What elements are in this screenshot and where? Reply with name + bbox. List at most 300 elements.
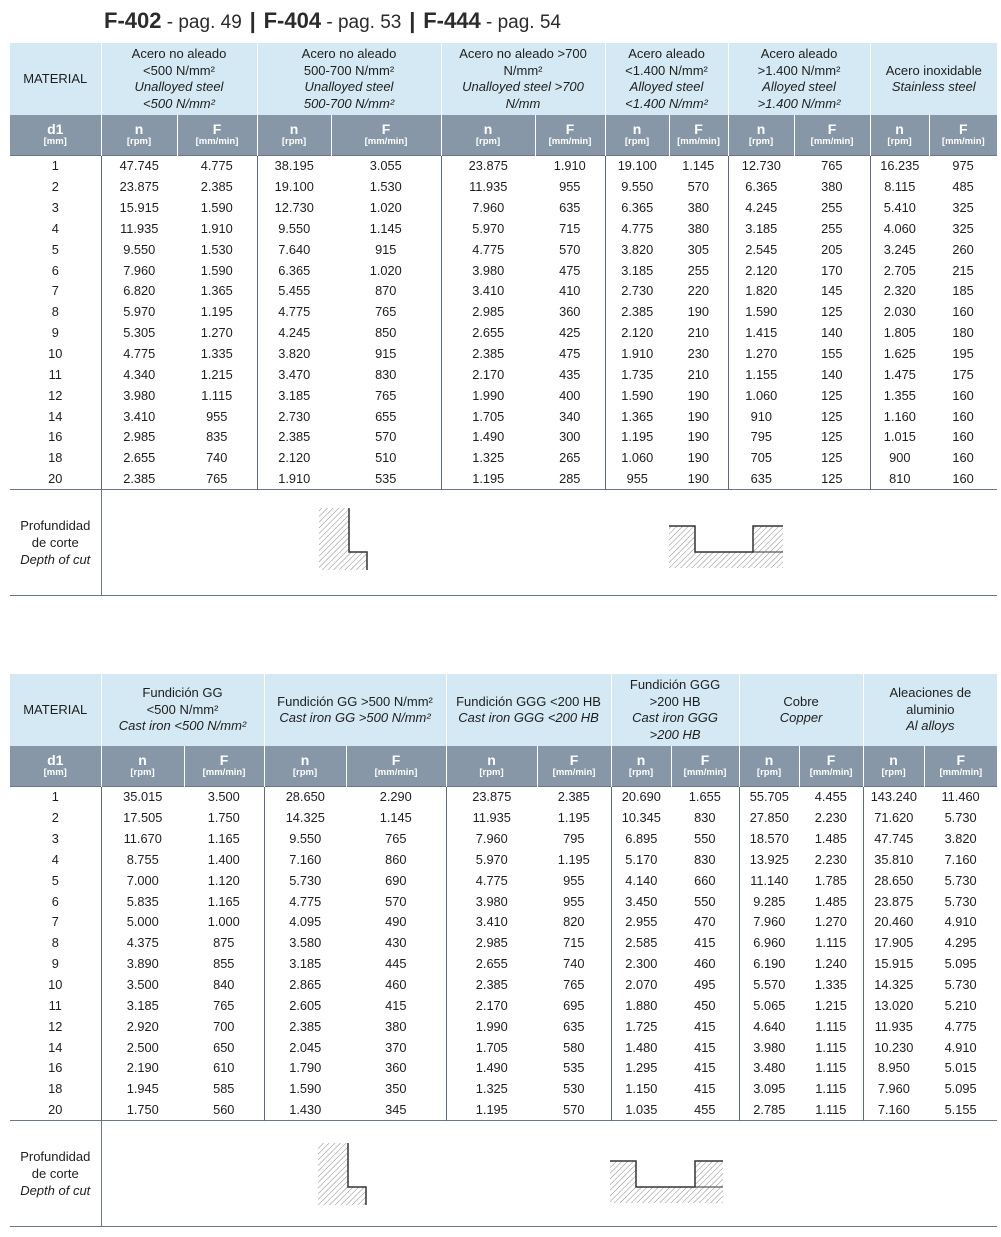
n-cell: 19.100	[274, 179, 314, 195]
f-cell: 190	[669, 447, 728, 468]
n-cell: 1.590	[289, 1081, 322, 1097]
material-group-header: Acero aleado >1.400 N/mm² Alloyed steel >1.400 N/mm²	[728, 43, 870, 115]
f-cell: 570	[669, 176, 728, 197]
f-cell: 155	[794, 343, 870, 364]
f-header: F [mm/min]	[537, 746, 611, 786]
n-cell: 5.970	[472, 220, 505, 236]
f-cell: 695	[537, 995, 611, 1016]
n-cell: 4.775	[289, 893, 322, 909]
material-group-header: Fundición GGG <200 HB Cast iron GGG <200 HB	[446, 674, 611, 746]
table-row	[10, 974, 997, 995]
depth-of-cut-row	[10, 1121, 997, 1227]
shoulder-milling-diagram	[319, 508, 367, 570]
d1-header: d1 [mm]	[10, 746, 101, 786]
n-cell: 7.960	[123, 262, 156, 278]
n-header: n [rpm]	[441, 115, 535, 155]
n-cell: 3.185	[278, 387, 311, 403]
n-cell: 1.625	[883, 346, 916, 362]
f-cell: 1.240	[799, 953, 863, 974]
n-cell: 35.810	[874, 851, 914, 867]
d1-cell: 20	[10, 1099, 101, 1120]
f-cell: 475	[535, 343, 605, 364]
n-cell: 14.325	[285, 810, 325, 826]
n-cell: 2.955	[625, 914, 658, 930]
n-cell: 11.670	[123, 831, 162, 847]
f-cell: 205	[794, 239, 870, 260]
f-cell: 1.115	[799, 1016, 863, 1037]
f-cell: 580	[537, 1037, 611, 1058]
f-cell: 210	[669, 322, 728, 343]
n-cell: 7.160	[877, 1102, 910, 1118]
f-cell: 255	[794, 218, 870, 239]
n-cell: 6.365	[745, 179, 778, 195]
n-cell: 12.730	[728, 155, 794, 176]
n-cell: 2.655	[123, 450, 156, 466]
n-header: n [rpm]	[257, 115, 331, 155]
n-cell: 5.000	[126, 914, 159, 930]
f-cell: 125	[794, 301, 870, 322]
d1-cell: 1	[10, 155, 101, 176]
table-row	[10, 426, 997, 447]
f-cell: 530	[537, 1078, 611, 1099]
d1-cell: 7	[10, 281, 101, 302]
n-cell: 2.045	[289, 1039, 322, 1055]
n-cell: 5.410	[883, 200, 916, 216]
d1-cell: 16	[10, 1057, 101, 1078]
f-cell: 510	[331, 447, 441, 468]
f-cell: 875	[184, 932, 264, 953]
n-cell: 4.775	[621, 220, 654, 236]
f-cell: 125	[794, 468, 870, 489]
n-header: n [rpm]	[101, 746, 184, 786]
f-cell: 585	[184, 1078, 264, 1099]
f-cell: 5.155	[944, 1102, 977, 1118]
n-cell: 9.285	[753, 893, 786, 909]
n-cell: 3.500	[126, 977, 159, 993]
n-cell: 635	[750, 471, 772, 487]
f-header: F [mm/min]	[929, 115, 997, 155]
f-cell: 1.020	[331, 197, 441, 218]
table-row	[10, 468, 997, 489]
f-cell: 160	[952, 429, 974, 445]
f-cell: 2.290	[346, 786, 446, 807]
f-cell: 1.400	[184, 849, 264, 870]
d1-cell: 6	[10, 260, 101, 281]
d1-cell: 10	[10, 974, 101, 995]
n-cell: 2.030	[883, 304, 916, 320]
n-cell: 23.875	[874, 893, 914, 909]
n-cell: 23.875	[119, 179, 159, 195]
slot-milling-diagram	[610, 1161, 723, 1203]
f-header: F [mm/min]	[924, 746, 997, 786]
table-row	[10, 807, 997, 828]
n-cell: 3.185	[745, 220, 778, 236]
n-cell: 15.915	[119, 200, 159, 216]
n-cell: 3.410	[475, 914, 508, 930]
n-cell: 4.340	[123, 366, 156, 382]
n-cell: 4.775	[472, 241, 505, 257]
n-cell: 8.115	[884, 179, 916, 195]
f-cell: 425	[535, 322, 605, 343]
f-cell: 740	[177, 447, 257, 468]
f-cell: 1.750	[184, 807, 264, 828]
n-cell: 6.190	[753, 956, 786, 972]
d1-cell: 18	[10, 1078, 101, 1099]
f-cell: 125	[794, 406, 870, 427]
f-cell: 1.195	[177, 301, 257, 322]
f-cell: 190	[669, 468, 728, 489]
material-group-header: Cobre Copper	[739, 674, 863, 746]
depth-of-cut-row	[10, 490, 997, 596]
f-cell: 415	[671, 932, 739, 953]
f-cell: 5.095	[944, 956, 977, 972]
f-cell: 1.590	[177, 260, 257, 281]
f-cell: 1.165	[184, 891, 264, 912]
n-header: n [rpm]	[101, 115, 177, 155]
f-cell: 1.165	[184, 828, 264, 849]
n-cell: 47.745	[874, 831, 914, 847]
n-cell: 27.850	[749, 810, 789, 826]
table-row	[10, 1057, 997, 1078]
n-cell: 2.320	[883, 283, 916, 299]
n-header: n [rpm]	[728, 115, 794, 155]
n-cell: 1.990	[472, 387, 505, 403]
units-header-row	[10, 746, 997, 786]
f-cell: 145	[794, 281, 870, 302]
n-cell: 19.100	[605, 155, 669, 176]
page-ref-2: - pag. 53	[321, 12, 402, 33]
n-cell: 1.155	[745, 366, 778, 382]
f-cell: 570	[331, 426, 441, 447]
f-cell: 570	[346, 891, 446, 912]
n-cell: 1.820	[745, 283, 778, 299]
n-cell: 2.120	[621, 325, 654, 341]
f-cell: 830	[671, 849, 739, 870]
f-cell: 570	[537, 1099, 611, 1120]
f-cell: 415	[346, 995, 446, 1016]
f-cell: 955	[537, 870, 611, 891]
f-cell: 450	[671, 995, 739, 1016]
n-cell: 1.990	[475, 1018, 508, 1034]
n-cell: 16.235	[870, 155, 929, 176]
n-cell: 2.385	[278, 429, 311, 445]
n-cell: 1.160	[883, 408, 916, 424]
n-cell: 3.890	[126, 956, 159, 972]
d1-cell: 1	[10, 786, 101, 807]
material-group-header: Acero no aleado >700 N/mm² Unalloyed steel >700 N/mm	[441, 43, 605, 115]
f-cell: 1.000	[184, 912, 264, 933]
f-cell: 1.655	[671, 786, 739, 807]
f-cell: 175	[952, 366, 974, 382]
f-cell: 350	[346, 1078, 446, 1099]
f-cell: 195	[952, 346, 974, 362]
table-row	[10, 447, 997, 468]
n-cell: 55.705	[739, 786, 799, 807]
n-cell: 1.805	[883, 325, 916, 341]
f-cell: 1.270	[177, 322, 257, 343]
n-cell: 2.865	[289, 977, 322, 993]
n-cell: 1.060	[745, 387, 778, 403]
f-cell: 1.910	[177, 218, 257, 239]
f-cell: 5.730	[944, 977, 977, 993]
n-cell: 3.410	[123, 408, 156, 424]
n-header: n [rpm]	[264, 746, 346, 786]
f-cell: 655	[331, 406, 441, 427]
n-header: n [rpm]	[870, 115, 929, 155]
n-cell: 2.070	[625, 977, 658, 993]
f-cell: 475	[535, 260, 605, 281]
n-cell: 1.725	[625, 1018, 658, 1034]
table-row	[10, 197, 997, 218]
f-cell: 415	[671, 1037, 739, 1058]
d1-cell: 12	[10, 385, 101, 406]
f-cell: 535	[537, 1057, 611, 1078]
n-cell: 17.505	[123, 810, 163, 826]
n-cell: 1.590	[621, 387, 654, 403]
f-cell: 3.820	[944, 831, 977, 847]
f-cell: 1.115	[799, 932, 863, 953]
f-cell: 535	[331, 468, 441, 489]
f-cell: 740	[537, 953, 611, 974]
d1-cell: 9	[10, 322, 101, 343]
f-cell: 1.145	[331, 218, 441, 239]
n-cell: 23.875	[441, 155, 535, 176]
n-cell: 4.775	[123, 346, 156, 362]
n-cell: 7.640	[278, 241, 311, 257]
n-cell: 7.960	[472, 200, 505, 216]
table-row	[10, 260, 997, 281]
d1-cell: 14	[10, 406, 101, 427]
n-cell: 2.655	[475, 956, 508, 972]
n-cell: 3.410	[472, 283, 505, 299]
f-cell: 4.775	[944, 1018, 977, 1034]
n-cell: 1.195	[621, 429, 654, 445]
n-cell: 2.500	[126, 1039, 159, 1055]
n-cell: 1.035	[625, 1102, 658, 1118]
n-cell: 2.920	[126, 1018, 159, 1034]
f-cell: 445	[346, 953, 446, 974]
f-cell: 490	[346, 912, 446, 933]
n-cell: 5.065	[753, 997, 786, 1013]
n-cell: 3.980	[472, 262, 505, 278]
f-cell: 765	[346, 828, 446, 849]
n-cell: 4.140	[625, 872, 658, 888]
n-cell: 1.705	[475, 1039, 508, 1055]
f-cell: 795	[537, 828, 611, 849]
f-cell: 4.910	[944, 914, 977, 930]
f-cell: 190	[669, 406, 728, 427]
f-cell: 1.120	[184, 870, 264, 891]
n-cell: 3.185	[289, 956, 322, 972]
table-row	[10, 218, 997, 239]
n-cell: 1.195	[472, 471, 505, 487]
f-cell: 840	[184, 974, 264, 995]
n-cell: 3.245	[883, 241, 916, 257]
f-cell: 285	[535, 468, 605, 489]
material-header-row	[10, 674, 997, 746]
f-cell: 835	[177, 426, 257, 447]
n-cell: 1.415	[745, 325, 778, 341]
d1-cell: 9	[10, 953, 101, 974]
f-cell: 190	[669, 385, 728, 406]
n-cell: 3.480	[753, 1060, 786, 1076]
f-cell: 1.910	[535, 155, 605, 176]
title-separator-2: |	[409, 8, 416, 33]
f-cell: 870	[331, 281, 441, 302]
n-cell: 9.550	[123, 241, 156, 257]
f-cell: 190	[669, 301, 728, 322]
f-header: F [mm/min]	[331, 115, 441, 155]
n-cell: 10.345	[621, 810, 661, 826]
f-cell: 1.145	[346, 807, 446, 828]
table-row	[10, 870, 997, 891]
n-cell: 3.450	[625, 893, 658, 909]
table-row	[10, 364, 997, 385]
f-cell: 700	[184, 1016, 264, 1037]
material-group-header: Fundición GGG >200 HB Cast iron GGG >200 HB	[611, 674, 739, 746]
f-cell: 570	[535, 239, 605, 260]
f-cell: 5.730	[944, 872, 977, 888]
d1-cell: 16	[10, 426, 101, 447]
n-cell: 1.705	[472, 408, 505, 424]
f-cell: 325	[952, 200, 974, 216]
n-cell: 4.640	[753, 1018, 786, 1034]
f-cell: 1.115	[177, 385, 257, 406]
f-cell: 255	[669, 260, 728, 281]
d1-cell: 14	[10, 1037, 101, 1058]
f-cell: 715	[535, 218, 605, 239]
n-cell: 5.970	[475, 851, 508, 867]
f-cell: 470	[671, 912, 739, 933]
f-cell: 140	[794, 364, 870, 385]
f-cell: 610	[184, 1057, 264, 1078]
f-header: F [mm/min]	[671, 746, 739, 786]
table-row	[10, 343, 997, 364]
f-cell: 1.115	[799, 1057, 863, 1078]
n-cell: 20.460	[874, 914, 914, 930]
n-cell: 1.430	[289, 1102, 322, 1118]
f-cell: 5.210	[944, 997, 977, 1013]
title-separator-1: |	[249, 8, 256, 33]
f-cell: 260	[952, 241, 974, 257]
n-cell: 4.245	[745, 200, 778, 216]
depth-of-cut-svg	[102, 490, 997, 594]
f-cell: 325	[952, 220, 974, 236]
depth-of-cut-label: Profundidad de corte Depth of cut	[10, 1121, 101, 1227]
shoulder-milling-diagram	[318, 1143, 366, 1205]
table-row	[10, 1099, 997, 1120]
product-code-3: F-444	[423, 8, 481, 33]
d1-cell: 11	[10, 364, 101, 385]
n-cell: 2.985	[475, 935, 508, 951]
n-cell: 9.550	[278, 220, 311, 236]
f-cell: 4.910	[944, 1039, 977, 1055]
table-row	[10, 281, 997, 302]
n-cell: 11.935	[469, 179, 508, 195]
n-cell: 5.305	[123, 325, 156, 341]
f-cell: 1.335	[799, 974, 863, 995]
page-ref-1: - pag. 49	[161, 12, 242, 33]
f-cell: 430	[346, 932, 446, 953]
table-row	[10, 786, 997, 807]
n-cell: 13.020	[874, 997, 914, 1013]
f-cell: 2.230	[799, 849, 863, 870]
n-cell: 143.240	[863, 786, 924, 807]
n-cell: 900	[889, 450, 911, 466]
table-row	[10, 891, 997, 912]
n-cell: 1.150	[625, 1081, 658, 1097]
f-cell: 400	[535, 385, 605, 406]
f-cell: 1.215	[799, 995, 863, 1016]
n-cell: 7.960	[753, 914, 786, 930]
n-header: n [rpm]	[863, 746, 924, 786]
f-cell: 4.295	[944, 935, 977, 951]
table-row	[10, 912, 997, 933]
page-ref-3: - pag. 54	[480, 12, 561, 33]
n-cell: 6.365	[278, 262, 311, 278]
n-cell: 3.980	[753, 1039, 786, 1055]
f-cell: 1.115	[799, 1037, 863, 1058]
f-cell: 1.530	[177, 239, 257, 260]
material-label: MATERIAL	[10, 674, 101, 746]
n-cell: 1.365	[621, 408, 654, 424]
n-cell: 1.355	[883, 387, 916, 403]
f-cell: 5.015	[944, 1060, 977, 1076]
f-header: F [mm/min]	[794, 115, 870, 155]
f-cell: 305	[669, 239, 728, 260]
f-cell: 460	[346, 974, 446, 995]
n-cell: 2.730	[621, 283, 654, 299]
n-cell: 28.650	[264, 786, 346, 807]
f-cell: 1.270	[799, 912, 863, 933]
f-cell: 1.115	[799, 1078, 863, 1099]
f-cell: 345	[346, 1099, 446, 1120]
table-row	[10, 1037, 997, 1058]
f-cell: 415	[671, 1057, 739, 1078]
f-cell: 975	[929, 155, 997, 176]
f-cell: 380	[346, 1016, 446, 1037]
n-cell: 1.270	[745, 346, 778, 362]
f-cell: 125	[794, 447, 870, 468]
depth-of-cut-label: Profundidad de corte Depth of cut	[10, 490, 101, 596]
n-cell: 7.000	[126, 872, 159, 888]
f-cell: 955	[537, 891, 611, 912]
f-cell: 5.095	[944, 1081, 977, 1097]
product-code-2: F-404	[263, 8, 322, 33]
n-cell: 3.185	[126, 997, 159, 1013]
f-cell: 1.485	[799, 828, 863, 849]
table-row	[10, 849, 997, 870]
n-cell: 3.980	[123, 387, 156, 403]
n-cell: 1.910	[621, 346, 654, 362]
f-header: F [mm/min]	[177, 115, 257, 155]
material-group-header: Acero no aleado <500 N/mm² Unalloyed steel <500 N/mm²	[101, 43, 257, 115]
n-cell: 3.980	[475, 893, 508, 909]
d1-cell: 8	[10, 301, 101, 322]
d1-cell: 4	[10, 218, 101, 239]
f-cell: 715	[537, 932, 611, 953]
d1-cell: 11	[10, 995, 101, 1016]
table-row	[10, 406, 997, 427]
n-cell: 1.195	[475, 1102, 508, 1118]
depth-of-cut-svg	[102, 1121, 997, 1225]
f-cell: 1.215	[177, 364, 257, 385]
f-cell: 360	[346, 1057, 446, 1078]
f-cell: 5.730	[944, 810, 977, 826]
n-cell: 13.925	[749, 851, 789, 867]
n-cell: 2.385	[621, 304, 654, 320]
n-cell: 2.605	[289, 997, 322, 1013]
